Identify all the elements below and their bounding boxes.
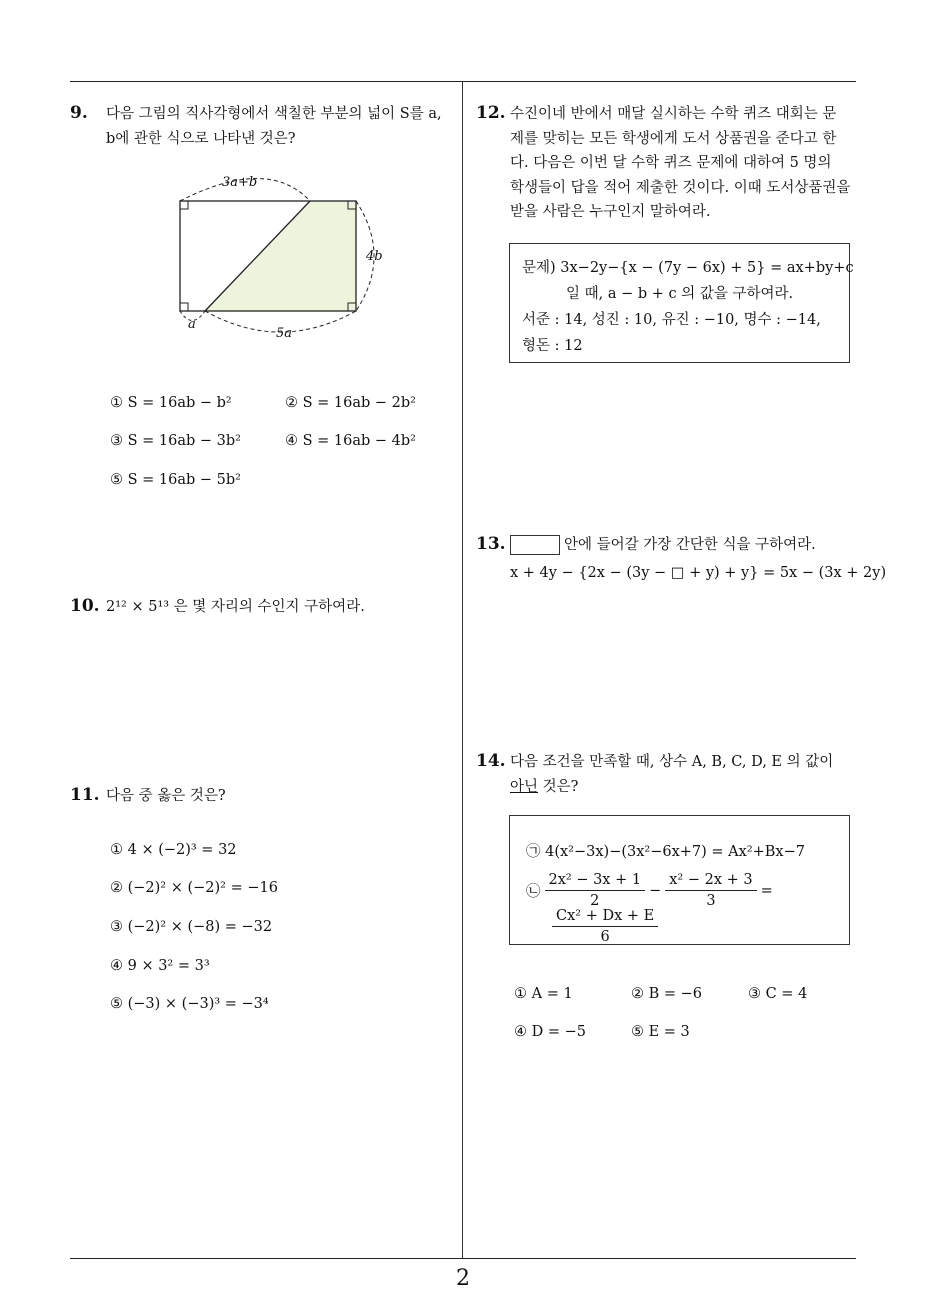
q14-condition-1: ㉠ 4(x²−3x)−(3x²−6x+7) = Ax²+Bx−7 (526, 844, 805, 860)
q11-option-1: ① 4 × (−2)³ = 32 (110, 842, 237, 858)
q14-fraction-3-denominator: 6 (600, 929, 610, 945)
q9-right-angle-tl (180, 201, 188, 209)
q12-box-line-3: 서준 : 14, 성진 : 10, 유진 : −10, 명수 : −14, (522, 312, 821, 328)
q9-option-4: ④ S = 16ab − 4b² (285, 433, 416, 449)
q14-stem-line-2-rest: 것은? (538, 778, 579, 795)
q9-stem-line-2: b에 관한 식으로 나타낸 것은? (106, 130, 296, 147)
q13-blank-box (510, 535, 560, 555)
q13-number: 13. (476, 534, 506, 554)
q11-option-2: ② (−2)² × (−2)² = −16 (110, 880, 278, 896)
q14-not-underlined: 아닌 (510, 778, 539, 795)
q14-fraction-2-denominator: 3 (706, 893, 716, 909)
q14-stem-line-1: 다음 조건을 만족할 때, 상수 A, B, C, D, E 의 값이 (510, 754, 834, 770)
q12-stem-line-5: 받을 사람은 누구인지 말하여라. (510, 204, 711, 220)
q12-stem-line-3: 다. 다음은 이번 달 수학 퀴즈 문제에 대하여 5 명의 (510, 155, 832, 171)
q14-condition-2-rhs (548, 907, 662, 946)
q11-number: 11. (70, 785, 100, 805)
q11-option-4: ④ 9 × 3² = 3³ (110, 958, 210, 974)
q9-label-bottom-left: a (188, 317, 196, 332)
q12-stem-line-1: 수진이네 반에서 매달 실시하는 수학 퀴즈 대회는 문 (510, 106, 837, 122)
q9-label-right: 4b (366, 249, 383, 264)
q14-number: 14. (476, 751, 506, 771)
q14-option-1: ① A = 1 (514, 986, 573, 1002)
top-rule (70, 81, 856, 82)
page-number: 2 (456, 1266, 470, 1291)
q12-box-line-4: 형돈 : 12 (522, 338, 583, 354)
q14-option-2: ② B = −6 (631, 986, 703, 1002)
q10-number: 10. (70, 596, 100, 616)
q14-conditions-box (509, 815, 850, 945)
q9-option-3: ③ S = 16ab − 3b² (110, 433, 241, 449)
q14-option-5: ⑤ E = 3 (631, 1024, 690, 1040)
q14-condition-2-marker: ㉡ (526, 884, 541, 900)
q9-label-bottom: 5a (276, 326, 293, 341)
q14-equals-sign: = (760, 882, 773, 899)
q14-minus-sign: − (649, 882, 662, 899)
q14-fraction-1-denominator: 2 (590, 893, 600, 909)
q9-number: 9. (70, 103, 88, 123)
q9-option-2: ② S = 16ab − 2b² (285, 395, 416, 411)
q12-stem-line-4: 학생들이 답을 적어 제출한 것이다. 이때 도서상품권을 (510, 179, 851, 196)
q12-box-line-1: 문제) 3x−2y−{x − (7y − 6x) + 5} = ax+by+c (522, 260, 854, 276)
bottom-rule (70, 1258, 856, 1259)
q11-option-3: ③ (−2)² × (−8) = −32 (110, 919, 273, 935)
q9-label-top: 3a+b (222, 175, 258, 190)
column-divider (462, 82, 463, 1258)
q14-stem-line-2 (510, 775, 833, 800)
q14-option-3: ③ C = 4 (748, 986, 808, 1002)
q14-fraction-2-numerator: x² − 2x + 3 (665, 871, 756, 891)
q12-stem-line-2: 제를 맞히는 모든 학생에게 도서 상품권을 준다고 한 (510, 130, 837, 147)
q14-stem (510, 750, 833, 799)
q9-shaded-region (205, 201, 356, 311)
q14-fraction-1-numerator: 2x² − 3x + 1 (545, 871, 646, 891)
q14-option-4: ④ D = −5 (514, 1024, 586, 1040)
q13-equation: x + 4y − {2x − (3y − □ + y) + y} = 5x − (3x + 2y) (510, 565, 887, 581)
q14-condition-2 (526, 871, 773, 910)
q12-box-line-2: 일 때, a − b + c 의 값을 구하여라. (566, 286, 794, 302)
q14-fraction-2 (665, 871, 756, 910)
q12-number: 12. (476, 103, 506, 123)
q9-option-5: ⑤ S = 16ab − 5b² (110, 472, 241, 488)
q12-stem (510, 102, 850, 225)
q14-fraction-1 (545, 871, 646, 910)
q13-stem-text: 안에 들어갈 가장 간단한 식을 구하여라. (564, 537, 816, 553)
q11-option-5: ⑤ (−3) × (−3)³ = −3⁴ (110, 996, 269, 1012)
q9-rectangle-figure (160, 168, 400, 348)
q14-fraction-3 (552, 907, 658, 946)
q9-option-1: ① S = 16ab − b² (110, 395, 232, 411)
q10-stem: 2¹² × 5¹³ 은 몇 자리의 수인지 구하여라. (106, 599, 365, 615)
q12-problem-box (509, 243, 854, 363)
q13-stem (510, 533, 816, 558)
q14-fraction-3-numerator: Cx² + Dx + E (552, 907, 658, 927)
q11-stem: 다음 중 옳은 것은? (106, 788, 226, 804)
q9-stem-line-1: 다음 그림의 직사각형에서 색칠한 부분의 넓이 S를 a, (106, 106, 442, 122)
q9-stem (106, 102, 442, 151)
q9-right-angle-bl (180, 303, 188, 311)
